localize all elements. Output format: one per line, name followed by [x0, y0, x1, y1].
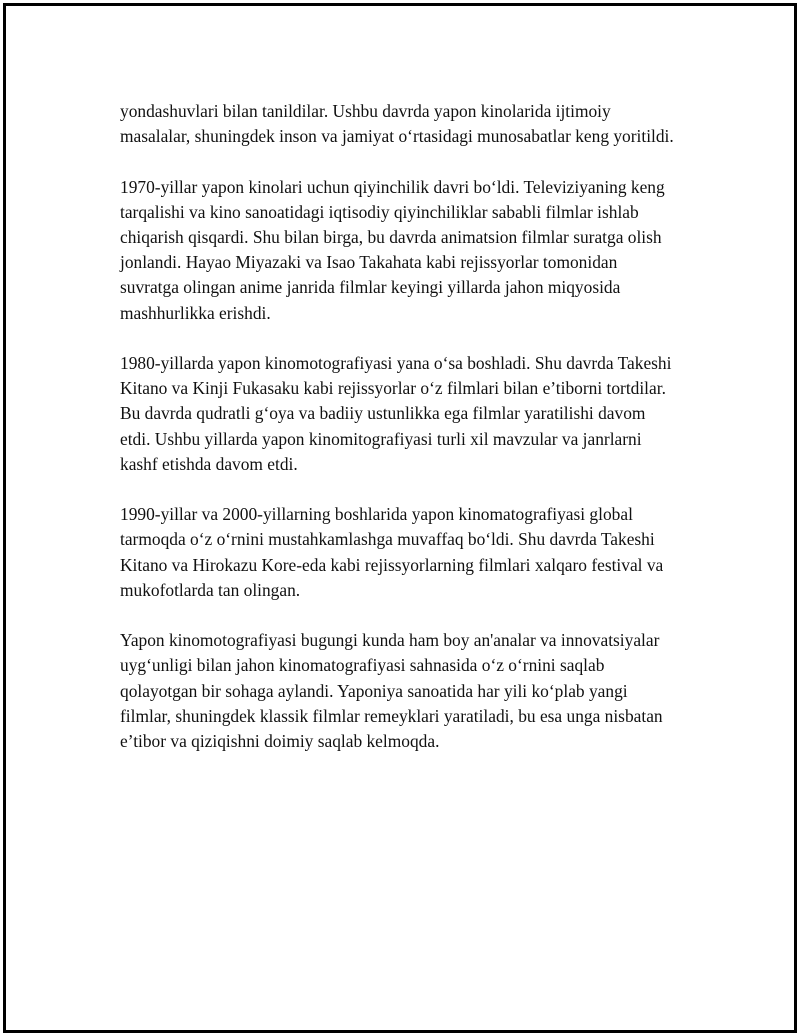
paragraph-1: yondashuvlari bilan tanildilar. Ushbu davrda yapon kinolarida ijtimoiy masalalar, shuningdek inson va jamiyat o‘rtasidagi munosabatlar keng yoritildi. — [120, 101, 674, 147]
document-body — [120, 99, 680, 779]
paragraph-3: 1980-yillarda yapon kinomotografiyasi yana o‘sa boshladi. Shu davrda Takeshi Kitano va Kinji Fukasaku kabi rejissyorlar o‘z filmlari bilan e’tiborni tortdilar. Bu davrda qudratli g‘oya va badiiy ustunlikka ega filmlar yaratilishi davom etdi. Ushbu yillarda yapon kinomitografiyasi turli xil mavzular va janrlarni kashf etishda davom etdi. — [120, 353, 672, 474]
document-page — [3, 3, 797, 1033]
paragraph-4: 1990-yillar va 2000-yillarning boshlarida yapon kinomatografiyasi global tarmoqda o‘z o‘rnini mustahkamlashga muvaffaq bo‘ldi. Shu davrda Takeshi Kitano va Hirokazu Kore-eda kabi rejissyorlarning filmlari xalqaro festival va mukofotlarda tan olingan. — [120, 504, 664, 600]
paragraph-2: 1970-yillar yapon kinolari uchun qiyinchilik davri bo‘ldi. Televiziyaning keng tarqalishi va kino sanoatidagi iqtisodiy qiyinchiliklar sababli filmlar ishlab chiqarish qisqardi. Shu bilan birga, bu davrda animatsion filmlar suratga olish jonlandi. Hayao Miyazaki va Isao Takahata kabi rejissyorlar tomonidan suvratga olingan anime janrida filmlar keyingi yillarda jahon miqyosida mashhurlikka erishdi. — [120, 176, 665, 323]
paragraph-5: Yapon kinomotografiyasi bugungi kunda ham boy an'analar va innovatsiyalar uyg‘unligi bilan jahon kinomatografiyasi sahnasida o‘z o‘rnini saqlab qolayotgan bir sohaga aylandi. Yaponiya sanoatida har yili ko‘plab yangi filmlar, shuningdek klassik filmlar remeyklari yaratiladi, bu esa unga nisbatan e’tibor va qiziqishni doimiy saqlab kelmoqda. — [120, 630, 663, 752]
